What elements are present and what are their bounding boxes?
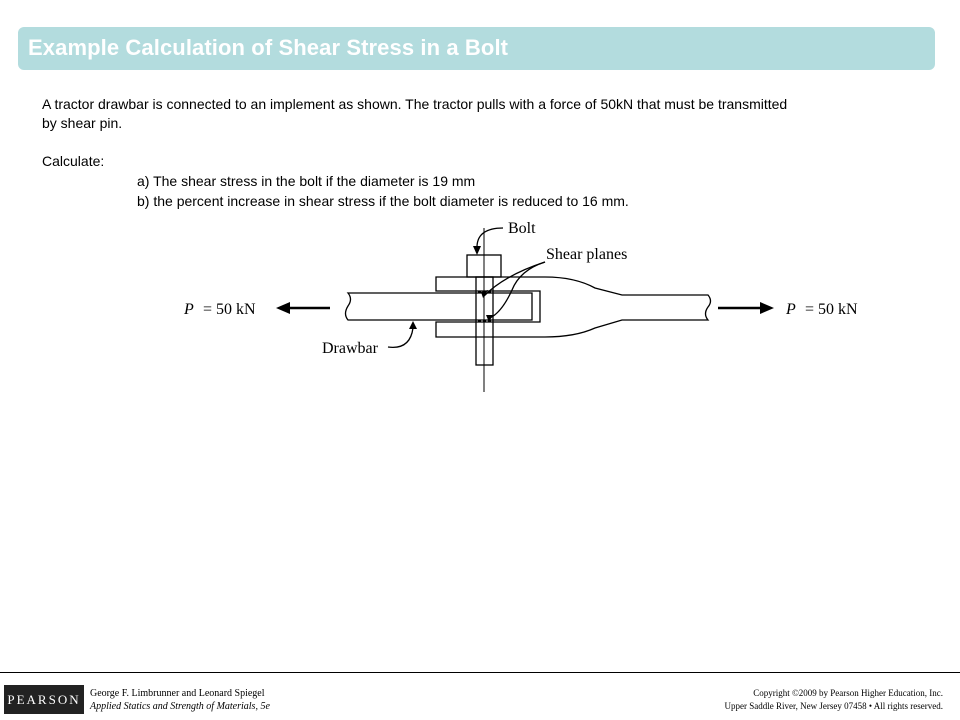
- calculate-label: Calculate:: [42, 153, 105, 169]
- authors-text: George F. Limbrunner and Leonard Spiegel: [90, 688, 265, 699]
- drawbar-label: Drawbar: [322, 340, 378, 357]
- intro-line-2: by shear pin.: [42, 115, 123, 131]
- drawbar-shape: [346, 293, 533, 320]
- copyright-line-2: Upper Saddle River, New Jersey 07458 • All rights reserved.: [724, 701, 943, 711]
- pearson-logo: PEARSON: [4, 685, 84, 714]
- footer-copyright: [725, 687, 944, 713]
- footer-authors: [90, 687, 270, 713]
- intro-line-1: A tractor drawbar is connected to an implement as shown. The tractor pulls with a force of 50kN that must be transmitted: [42, 96, 788, 112]
- right-force-arrow: [718, 302, 774, 314]
- copyright-line-1: Copyright ©2009 by Pearson Higher Education, Inc.: [753, 688, 943, 698]
- bolt-label: Bolt: [508, 220, 536, 237]
- book-title: Applied Statics and Strength of Materials, 5e: [90, 701, 270, 712]
- right-force-value: = 50 kN: [805, 301, 858, 318]
- slide-title: Example Calculation of Shear Stress in a Bolt: [28, 35, 509, 60]
- footer-divider: [0, 672, 960, 673]
- right-force-symbol: P: [786, 301, 796, 318]
- clevis-shape: [436, 277, 711, 337]
- shear-planes-label: Shear planes: [546, 246, 628, 263]
- left-force-symbol: P: [184, 301, 194, 318]
- left-force-value: = 50 kN: [203, 301, 256, 318]
- question-b: b) the percent increase in shear stress if the bolt diameter is reduced to 16 mm.: [137, 193, 629, 209]
- left-force-arrow: [276, 302, 330, 314]
- question-a: a) The shear stress in the bolt if the diameter is 19 mm: [137, 173, 476, 189]
